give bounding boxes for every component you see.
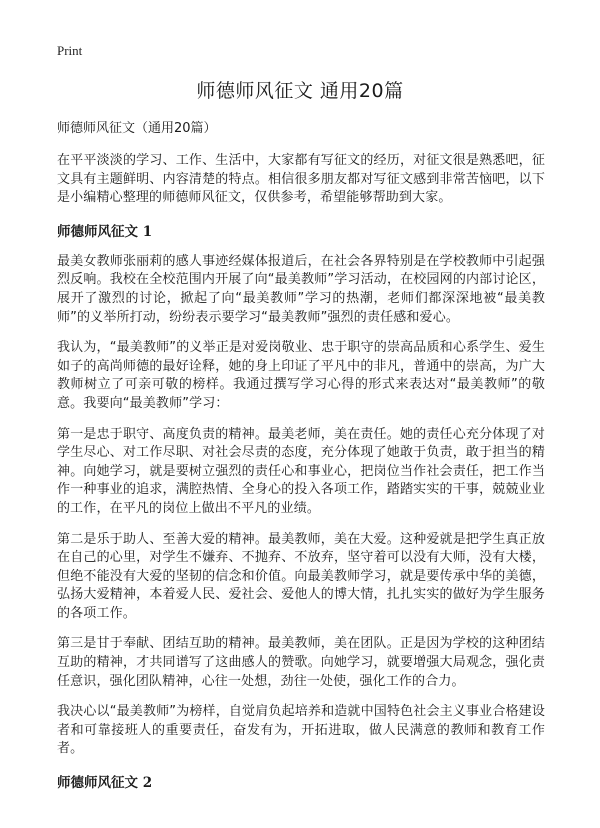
section-heading-1: 师德师风征文 1	[57, 223, 153, 240]
section-1-paragraph-2: 我认为，“最美教师”的义举正是对爱岗敬业、忠于职守的崇高品质和心系学生、爱生如子的高尚师德的最好诠释，她的身上印证了平凡中的非凡，普通中的崇高，为广大教师树立了可亲可敬的榜样。我通过撰写学习心得的形式来表达对“最美教师”的敬意。我要向“最美教师”学习：	[57, 340, 545, 411]
print-link[interactable]: Print	[57, 43, 83, 58]
section-1-paragraph-3: 第一是忠于职守、高度负责的精神。最美老师，美在责任。她的责任心充分体现了对学生尽心、对工作尽职、对社会尽责的态度，充分体现了她敢于负责，敢于担当的精神。向她学习，就是要树立强烈的责任心和事业心，把岗位当作社会责任，把工作当作一种事业的追求，满腔热情、全身心的投入各项工作，踏踏实实的干事，兢兢业业的工作，在平凡的岗位上做出不平凡的业绩。	[57, 426, 545, 516]
section-heading-2: 师德师风征文 2	[57, 775, 153, 792]
section-1-paragraph-6: 我决心以“最美教师”为榜样，自觉肩负起培养和造就中国特色社会主义事业合格建设者和可靠接班人的重要责任，奋发有为，开拓进取，做人民满意的教师和教育工作者。	[57, 704, 545, 757]
section-1-paragraph-4: 第二是乐于助人、至善大爱的精神。最美教师，美在大爱。这种爱就是把学生真正放在自己的心里，对学生不嫌弃、不抛弃、不放弃，坚守着可以没有大师，没有大楼，但绝不能没有大爱的坚韧的信念和价值。向最美教师学习，就是要传承中华的美德，弘扬大爱精神，本着爱人民、爱社会、爱他人的博大情，扎扎实实的做好为学生服务的各项工作。	[57, 531, 545, 621]
section-1-paragraph-5: 第三是甘于奉献、团结互助的精神。最美教师，美在团队。正是因为学校的这种团结互助的精神，才共同谱写了这曲感人的赞歌。向她学习，就要增强大局观念，强化责任意识，强化团队精神，心往一处想，劲往一处使，强化工作的合力。	[57, 636, 545, 689]
page-title: 师德师风征文 通用20篇	[196, 80, 404, 102]
document-subtitle: 师德师风征文（通用20篇）	[57, 121, 217, 136]
intro-paragraph: 在平平淡淡的学习、工作、生活中，大家都有写征文的经历，对征文很是熟悉吧，征文具有主题鲜明、内容清楚的特点。相信很多朋友都对写征文感到非常苦恼吧，以下是小编精心整理的师德师风征文，仅供参考，希望能够帮助到大家。	[57, 153, 545, 206]
document-body	[57, 120, 545, 804]
section-1-paragraph-1: 最美女教师张丽莉的感人事迹经媒体报道后，在社会各界特别是在学校教师中引起强烈反响。我校在全校范围内开展了向“最美教师”学习活动，在校园网的内部讨论区，展开了激烈的讨论，掀起了向“最美教师”学习的热潮，老师们都深深地被“最美教师”的义举所打动，纷纷表示要学习“最美教师”强烈的责任感和爱心。	[57, 253, 545, 325]
